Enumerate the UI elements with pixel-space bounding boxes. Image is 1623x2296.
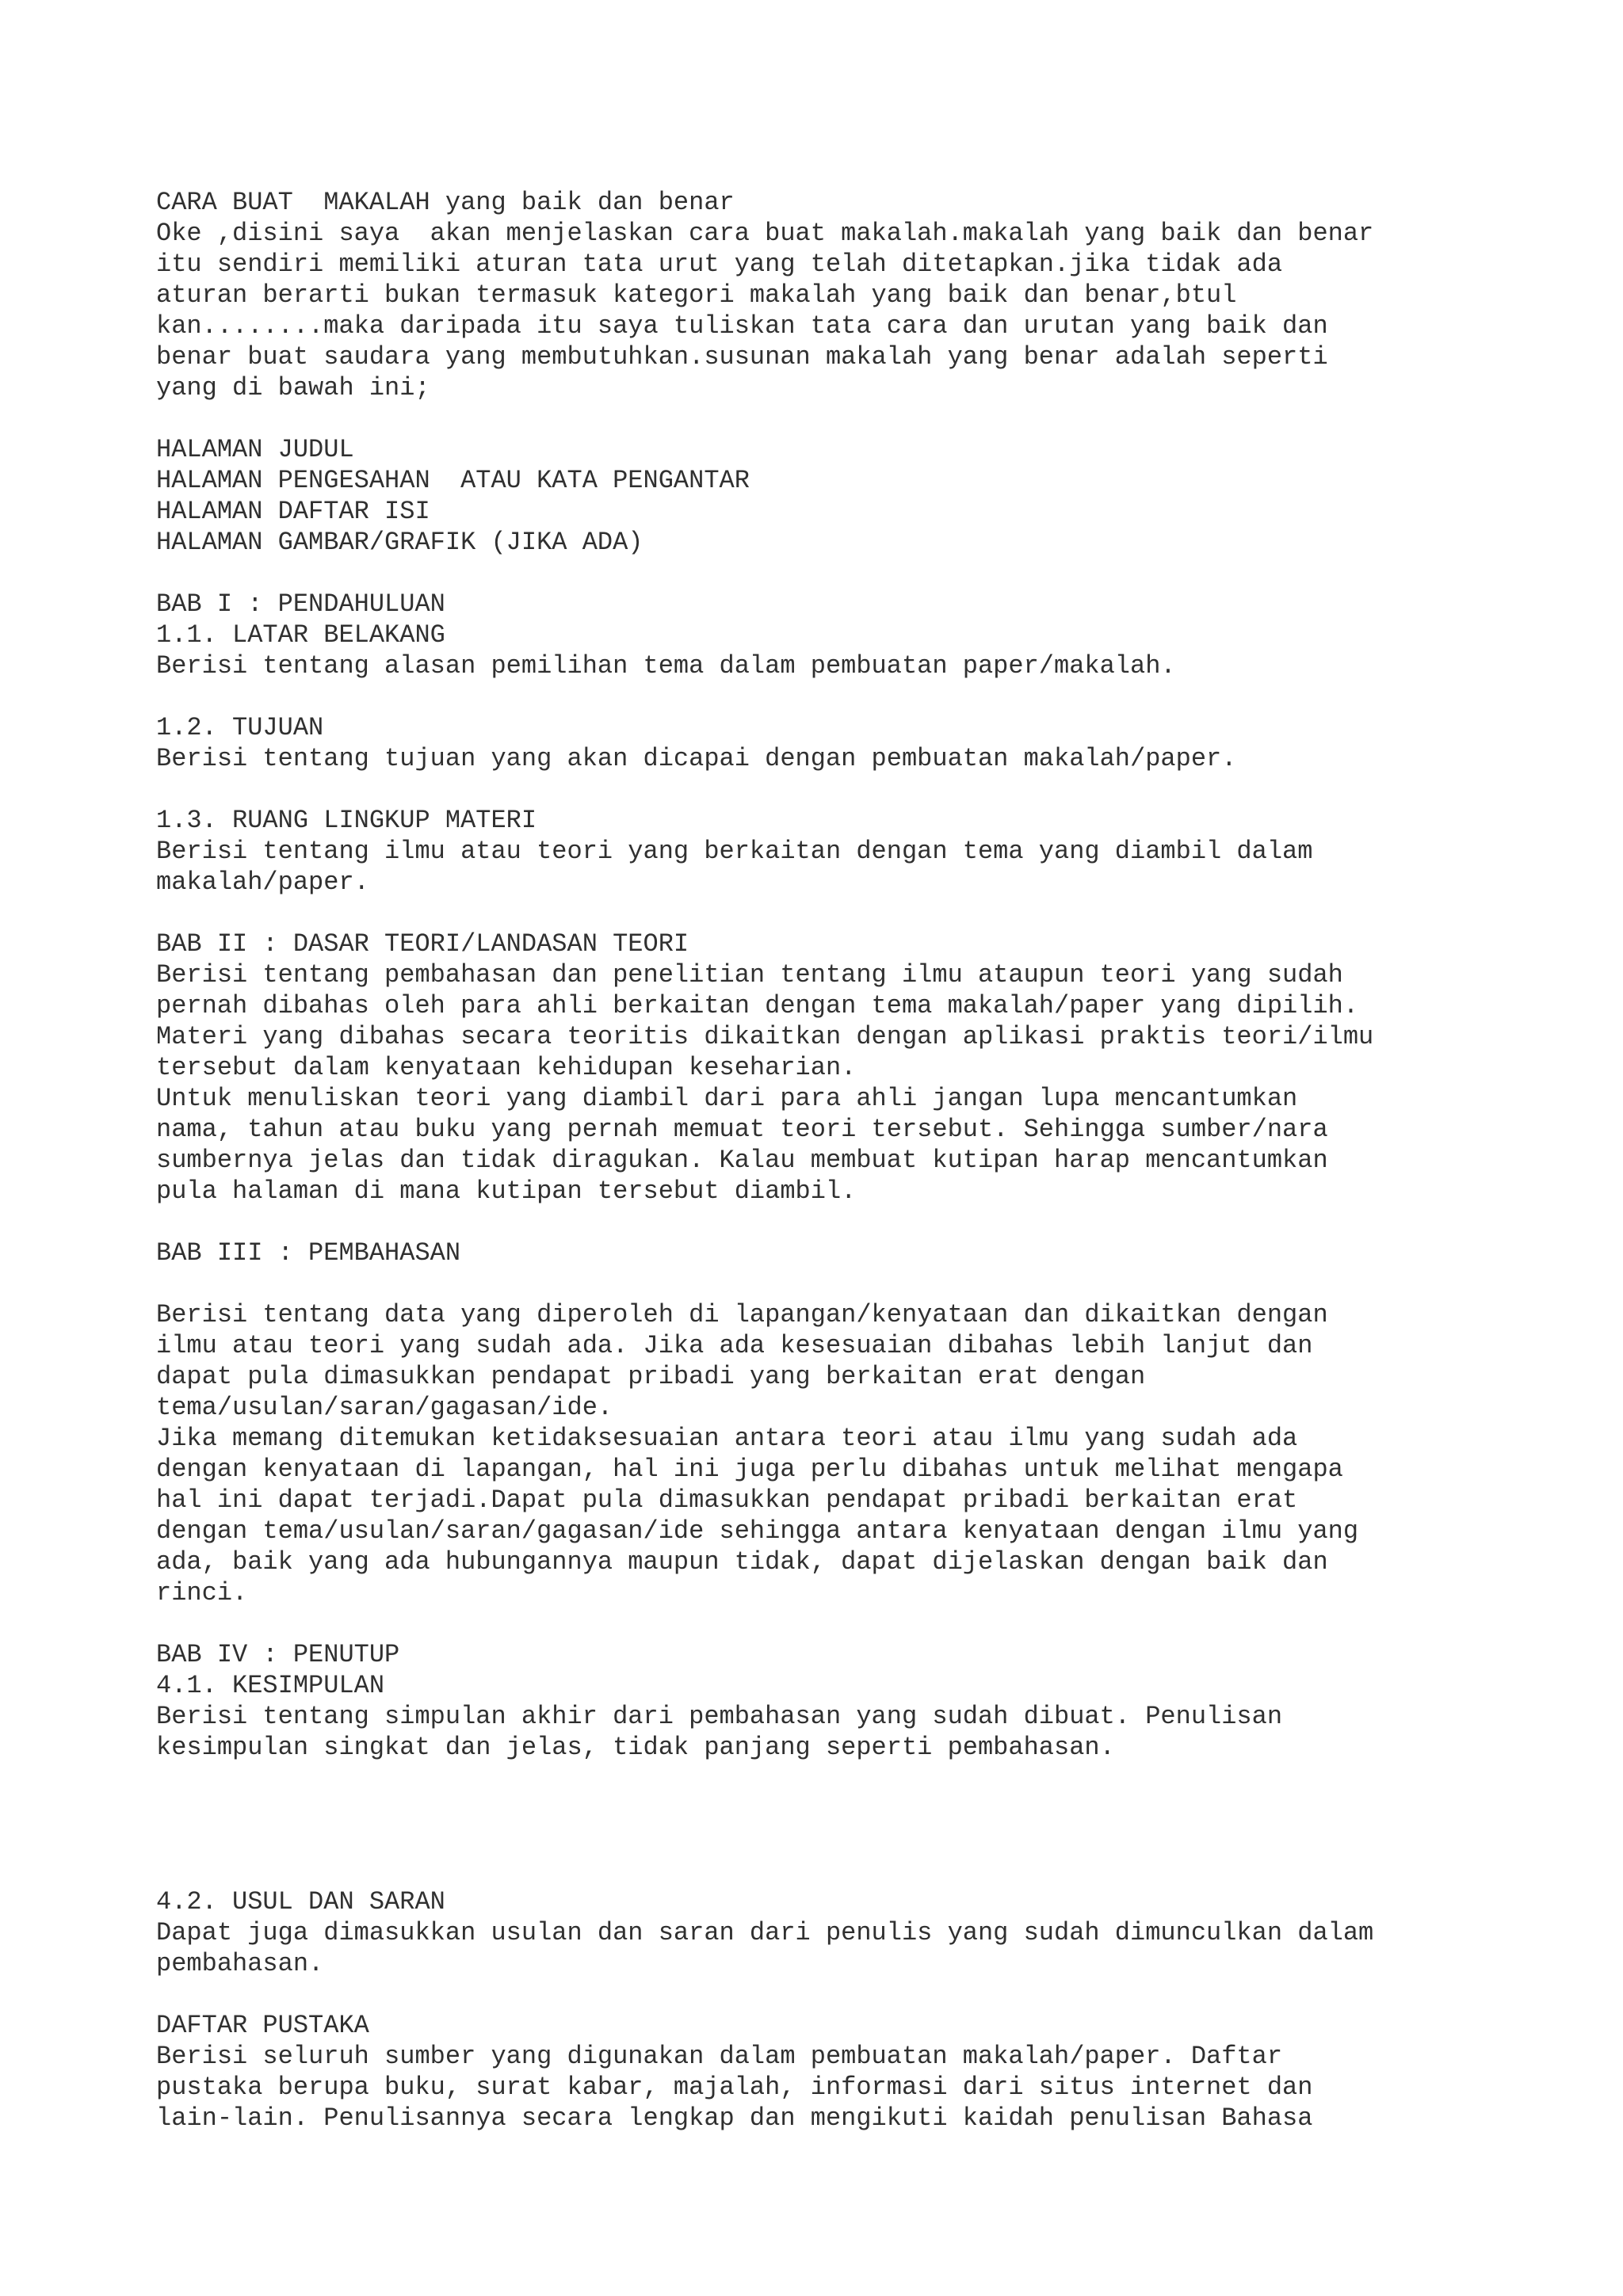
text-line: dapat pula dimasukkan pendapat pribadi yang berkaitan erat dengan	[156, 1362, 1146, 1391]
text-line: hal ini dapat terjadi.Dapat pula dimasukkan pendapat pribadi berkaitan erat	[156, 1486, 1298, 1515]
text-line: pustaka berupa buku, surat kabar, majalah, informasi dari situs internet dan	[156, 2073, 1313, 2102]
text-line: benar buat saudara yang membutuhkan.susunan makalah yang benar adalah seperti	[156, 342, 1328, 372]
text-line: HALAMAN PENGESAHAN ATAU KATA PENGANTAR	[156, 466, 750, 495]
text-line: dengan kenyataan di lapangan, hal ini juga perlu dibahas untuk melihat mengapa	[156, 1455, 1343, 1484]
text-line: DAFTAR PUSTAKA	[156, 2011, 369, 2040]
blank-line	[156, 681, 1503, 712]
blank-line	[156, 1608, 1503, 1639]
text-line: Berisi tentang alasan pemilihan tema dalam pembuatan paper/makalah.	[156, 651, 1176, 681]
blank-line	[156, 1207, 1503, 1238]
blank-line	[156, 1268, 1503, 1299]
text-line: Oke ,disini saya akan menjelaskan cara buat makalah.makalah yang baik dan benar	[156, 219, 1374, 248]
text-line: 4.2. USUL DAN SARAN	[156, 1887, 445, 1917]
text-line: HALAMAN GAMBAR/GRAFIK (JIKA ADA)	[156, 528, 643, 557]
text-line: BAB II : DASAR TEORI/LANDASAN TEORI	[156, 929, 689, 959]
text-line: 1.3. RUANG LINGKUP MATERI	[156, 806, 537, 835]
text-line: tema/usulan/saran/gagasan/ide.	[156, 1393, 613, 1422]
text-line: Berisi tentang simpulan akhir dari pembahasan yang sudah dibuat. Penulisan	[156, 1702, 1283, 1731]
text-line: Berisi tentang ilmu atau teori yang berkaitan dengan tema yang diambil dalam	[156, 837, 1313, 866]
text-line: kesimpulan singkat dan jelas, tidak panjang seperti pembahasan.	[156, 1733, 1115, 1762]
text-line: pembahasan.	[156, 1949, 324, 1978]
text-line: rinci.	[156, 1578, 248, 1608]
blank-line	[156, 403, 1503, 434]
text-line: Berisi tentang data yang diperoleh di lapangan/kenyataan dan dikaitkan dengan	[156, 1300, 1328, 1329]
text-line: sumbernya jelas dan tidak diragukan. Kalau membuat kutipan harap mencantumkan	[156, 1146, 1328, 1175]
blank-line	[156, 1763, 1503, 1794]
text-line: nama, tahun atau buku yang pernah memuat teori tersebut. Sehingga sumber/nara	[156, 1115, 1328, 1144]
text-line: ilmu atau teori yang sudah ada. Jika ada kesesuaian dibahas lebih lanjut dan	[156, 1331, 1313, 1360]
text-line: BAB I : PENDAHULUAN	[156, 589, 445, 619]
text-line: pernah dibahas oleh para ahli berkaitan dengan tema makalah/paper yang dipilih.	[156, 991, 1359, 1020]
text-line: 1.2. TUJUAN	[156, 713, 324, 742]
text-line: Dapat juga dimasukkan usulan dan saran dari penulis yang sudah dimunculkan dalam	[156, 1918, 1374, 1947]
blank-line	[156, 1979, 1503, 2010]
text-line: HALAMAN JUDUL	[156, 435, 354, 464]
text-line: tersebut dalam kenyataan kehidupan keseharian.	[156, 1053, 857, 1082]
text-line: BAB IV : PENUTUP	[156, 1640, 400, 1669]
text-line: Jika memang ditemukan ketidaksesuaian antara teori atau ilmu yang sudah ada	[156, 1424, 1298, 1453]
text-line: 1.1. LATAR BELAKANG	[156, 620, 445, 650]
blank-line	[156, 898, 1503, 929]
text-line: yang di bawah ini;	[156, 373, 430, 402]
blank-line	[156, 774, 1503, 805]
blank-line	[156, 1794, 1503, 1825]
text-line: Materi yang dibahas secara teoritis dikaitkan dengan aplikasi praktis teori/ilmu	[156, 1022, 1374, 1051]
document-text	[156, 187, 1503, 2134]
text-line: ada, baik yang ada hubungannya maupun tidak, dapat dijelaskan dengan baik dan	[156, 1547, 1328, 1577]
blank-line	[156, 558, 1503, 589]
text-line: CARA BUAT MAKALAH yang baik dan benar	[156, 188, 735, 217]
text-line: 4.1. KESIMPULAN	[156, 1671, 385, 1700]
text-line: dengan tema/usulan/saran/gagasan/ide sehingga antara kenyataan dengan ilmu yang	[156, 1516, 1359, 1546]
text-line: lain-lain. Penulisannya secara lengkap dan mengikuti kaidah penulisan Bahasa	[156, 2103, 1313, 2133]
text-line: makalah/paper.	[156, 868, 369, 897]
text-line: itu sendiri memiliki aturan tata urut yang telah ditetapkan.jika tidak ada	[156, 250, 1283, 279]
blank-line	[156, 1825, 1503, 1855]
text-line: pula halaman di mana kutipan tersebut diambil.	[156, 1177, 857, 1206]
blank-line	[156, 1855, 1503, 1886]
text-line: BAB III : PEMBAHASAN	[156, 1238, 461, 1268]
text-line: HALAMAN DAFTAR ISI	[156, 497, 430, 526]
text-line: Berisi tentang tujuan yang akan dicapai dengan pembuatan makalah/paper.	[156, 744, 1237, 773]
text-line: kan........maka daripada itu saya tuliskan tata cara dan urutan yang baik dan	[156, 311, 1328, 341]
text-line: Berisi tentang pembahasan dan penelitian tentang ilmu ataupun teori yang sudah	[156, 960, 1343, 990]
text-line: Berisi seluruh sumber yang digunakan dalam pembuatan makalah/paper. Daftar	[156, 2042, 1283, 2071]
text-line: Untuk menuliskan teori yang diambil dari para ahli jangan lupa mencantumkan	[156, 1084, 1298, 1113]
text-line: aturan berarti bukan termasuk kategori makalah yang baik dan benar,btul	[156, 280, 1237, 310]
